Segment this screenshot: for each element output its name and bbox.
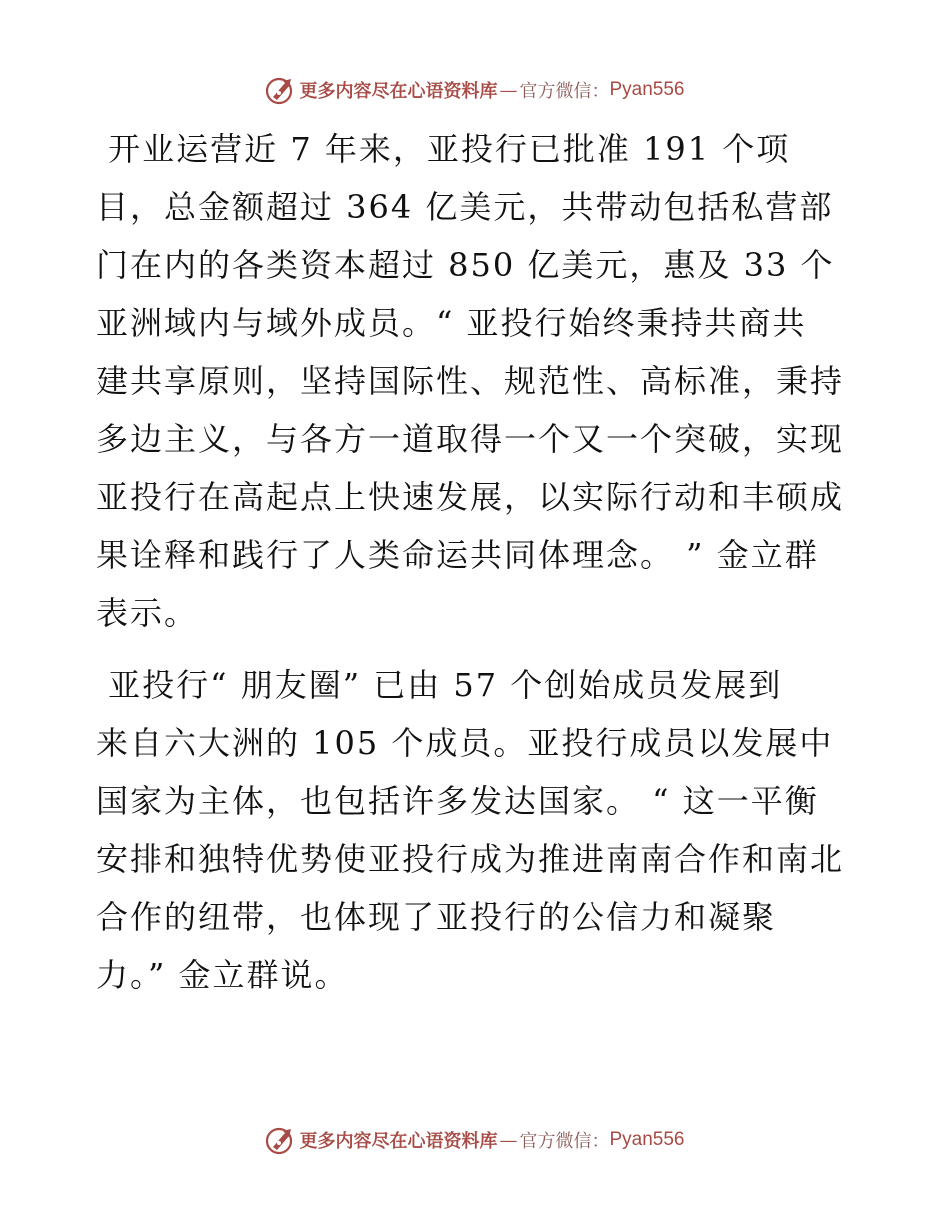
text-line: 多边主义，与各方一道取得一个又一个突破，实现 <box>96 420 845 458</box>
text-line: 来自六大洲的 105 个成员。亚投行成员以发展中 <box>96 724 834 762</box>
watermark-separator: — <box>499 1129 518 1151</box>
text-line: 门在内的各类资本超过 850 亿美元，惠及 33 个 <box>96 246 835 284</box>
text-line: 力。” 金立群说。 <box>96 956 349 994</box>
text-line: 果诠释和践行了人类命运共同体理念。 ” 金立群 <box>96 536 819 574</box>
article-body <box>96 120 856 1004</box>
watermark-separator: — <box>499 79 518 101</box>
text-line: 亚投行“ 朋友圈” 已由 57 个创始成员发展到 <box>96 666 783 704</box>
header-watermark <box>0 73 950 107</box>
watermark-wechat-id: Pyan556 <box>609 79 685 100</box>
text-line: 建共享原则，坚持国际性、规范性、高标准，秉持 <box>96 362 845 400</box>
text-line: 亚洲域内与域外成员。“ 亚投行始终秉持共商共 <box>96 304 807 342</box>
watermark-wechat-id: Pyan556 <box>609 1129 685 1150</box>
text-line: 安排和独特优势使亚投行成为推进南南合作和南北 <box>96 840 845 878</box>
watermark-wechat-label: 官方微信： <box>519 1131 610 1152</box>
footer-watermark <box>0 1123 950 1157</box>
text-line: 国家为主体，也包括许多发达国家。 “ 这一平衡 <box>96 782 819 820</box>
text-line: 亚投行在高起点上快速发展，以实际行动和丰硕成 <box>96 478 845 516</box>
text-line: 开业运营近 7 年来，亚投行已批准 191 个项 <box>96 130 791 168</box>
watermark-main-text: 更多内容尽在心语资料库 <box>299 1131 498 1152</box>
pen-nib-logo-icon <box>265 75 295 105</box>
pen-nib-logo-icon <box>265 1125 295 1155</box>
paragraph-gap <box>96 642 856 656</box>
text-line: 合作的纽带，也体现了亚投行的公信力和凝聚 <box>96 898 777 936</box>
paragraph-1 <box>96 120 856 642</box>
text-line: 表示。 <box>96 594 199 632</box>
paragraph-2 <box>96 656 856 1004</box>
watermark-wechat-label: 官方微信： <box>519 81 610 102</box>
text-line: 目，总金额超过 364 亿美元，共带动包括私营部 <box>96 188 834 226</box>
watermark-main-text: 更多内容尽在心语资料库 <box>299 81 498 102</box>
